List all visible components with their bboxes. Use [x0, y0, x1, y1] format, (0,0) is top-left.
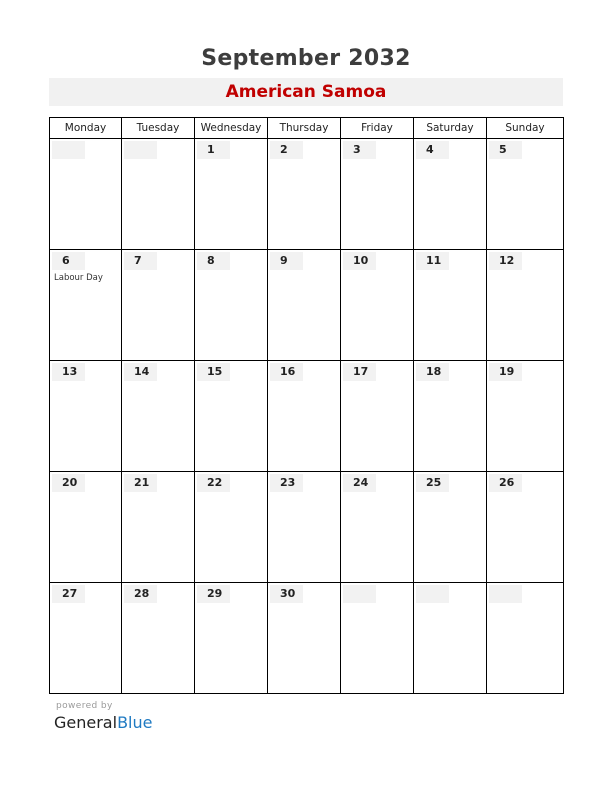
day-cell: [341, 361, 414, 472]
week-row: [50, 472, 564, 583]
day-number: [416, 585, 449, 603]
page-title: September 2032: [201, 46, 411, 71]
day-number: 4: [416, 141, 449, 159]
weekday-friday: Friday: [341, 118, 414, 139]
day-cell: [414, 583, 487, 694]
day-cell: [268, 250, 341, 361]
day-cell: [122, 250, 195, 361]
calendar-grid: [49, 117, 564, 694]
weekday-tuesday: Tuesday: [122, 118, 195, 139]
weekday-saturday: Saturday: [414, 118, 487, 139]
day-number: 24: [343, 474, 376, 492]
day-number: [52, 141, 85, 159]
day-number: 12: [489, 252, 522, 270]
day-cell: [341, 472, 414, 583]
powered-by-label: powered by: [56, 701, 113, 711]
day-number: 2: [270, 141, 303, 159]
day-cell: [414, 472, 487, 583]
day-number: 17: [343, 363, 376, 381]
day-cell: [268, 361, 341, 472]
day-cell: [268, 139, 341, 250]
day-number: 25: [416, 474, 449, 492]
day-cell: [122, 583, 195, 694]
day-cell: [341, 139, 414, 250]
day-cell: [195, 139, 268, 250]
day-number: 3: [343, 141, 376, 159]
day-number: 10: [343, 252, 376, 270]
day-number: 18: [416, 363, 449, 381]
day-cell: [122, 472, 195, 583]
day-number: 23: [270, 474, 303, 492]
day-cell: [50, 139, 122, 250]
day-cell: [341, 583, 414, 694]
day-number: [124, 141, 157, 159]
weekday-monday: Monday: [50, 118, 122, 139]
day-number: 27: [52, 585, 85, 603]
country-band: [49, 78, 563, 106]
day-number: 9: [270, 252, 303, 270]
day-cell: [122, 361, 195, 472]
generalblue-logo: [54, 713, 152, 732]
day-cell: [195, 583, 268, 694]
day-number: 26: [489, 474, 522, 492]
day-number: 22: [197, 474, 230, 492]
weekday-thursday: Thursday: [268, 118, 341, 139]
day-number: 5: [489, 141, 522, 159]
day-cell: [268, 472, 341, 583]
day-number: 6: [52, 252, 85, 270]
day-number: 21: [124, 474, 157, 492]
day-number: 7: [124, 252, 157, 270]
logo-blue-text: Blue: [117, 713, 153, 732]
day-cell: [487, 139, 564, 250]
day-number: 15: [197, 363, 230, 381]
day-cell: [414, 139, 487, 250]
week-row: [50, 361, 564, 472]
day-number: 19: [489, 363, 522, 381]
day-number: 13: [52, 363, 85, 381]
day-cell: [268, 583, 341, 694]
day-cell: [487, 583, 564, 694]
day-number: 1: [197, 141, 230, 159]
day-cell: [50, 583, 122, 694]
country-name: American Samoa: [225, 82, 387, 102]
day-cell: [195, 361, 268, 472]
day-cell: [487, 472, 564, 583]
day-number: [343, 585, 376, 603]
day-number: 11: [416, 252, 449, 270]
day-number: 20: [52, 474, 85, 492]
calendar-body: [50, 139, 564, 694]
weekday-wednesday: Wednesday: [195, 118, 268, 139]
logo-general-text: General: [54, 713, 118, 732]
day-number: 16: [270, 363, 303, 381]
day-number: 14: [124, 363, 157, 381]
day-number: 29: [197, 585, 230, 603]
day-number: [489, 585, 522, 603]
day-cell: [487, 361, 564, 472]
day-number: 28: [124, 585, 157, 603]
day-cell: [195, 250, 268, 361]
day-cell: [195, 472, 268, 583]
day-cell: [50, 361, 122, 472]
week-row: [50, 583, 564, 694]
day-cell: [341, 250, 414, 361]
week-row: [50, 250, 564, 361]
weekday-header-row: [50, 118, 564, 139]
day-number: 8: [197, 252, 230, 270]
day-cell: [414, 250, 487, 361]
day-cell: [122, 139, 195, 250]
holiday-label: Labour Day: [54, 273, 103, 283]
week-row: [50, 139, 564, 250]
weekday-sunday: Sunday: [487, 118, 564, 139]
day-cell: [50, 250, 122, 361]
day-cell: [414, 361, 487, 472]
day-cell: [487, 250, 564, 361]
day-cell: [50, 472, 122, 583]
day-number: 30: [270, 585, 303, 603]
